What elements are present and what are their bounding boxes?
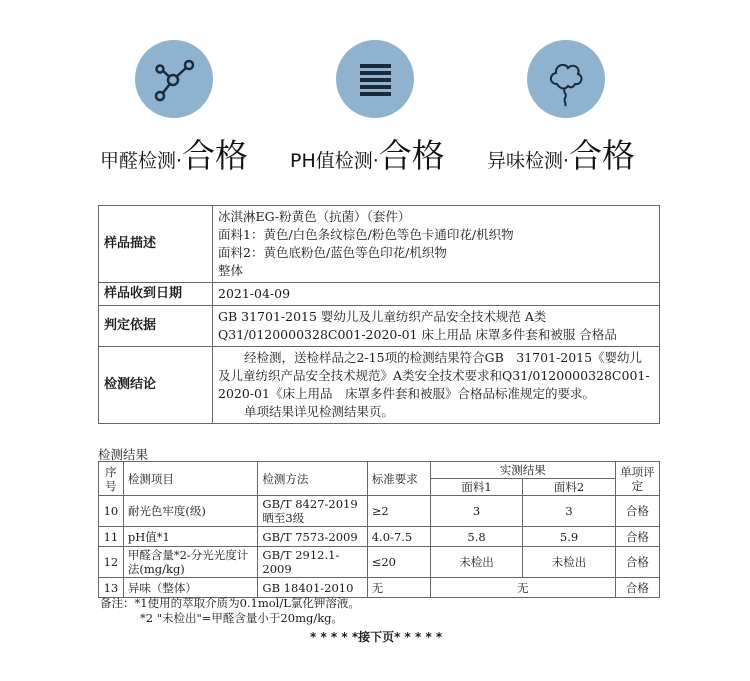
formaldehyde-result <box>100 130 248 177</box>
note-line: 备注：*1使用的萃取介质为0.1mol/L氯化钾溶液。 <box>100 596 360 610</box>
table-row <box>99 496 660 527</box>
header-fabric2: 面料2 <box>523 479 616 496</box>
sample-desc-cell <box>213 206 660 283</box>
list-lines-icon <box>336 40 414 118</box>
badge-label-big: 合格 <box>182 136 249 175</box>
header-method: 检测方法 <box>258 462 367 496</box>
row-standard: ≥2 <box>367 496 430 527</box>
conclusion-label: 检测结论 <box>99 347 213 424</box>
received-value: 2021-04-09 <box>213 283 660 306</box>
badge-label-small: 异味检测· <box>487 150 570 172</box>
sample-desc-line: 整体 <box>218 263 244 278</box>
sample-desc-label: 样品描述 <box>99 206 213 283</box>
row-no: 12 <box>99 547 124 578</box>
table-row <box>99 206 660 283</box>
row-method: GB/T 7573-2009 <box>258 527 367 547</box>
molecule-icon <box>135 40 213 118</box>
smell-result <box>487 130 635 177</box>
molecule-badge <box>135 40 213 118</box>
badge-label-big: 合格 <box>569 136 636 175</box>
row-standard: 无 <box>367 578 430 598</box>
row-method: GB/T 8427-2019 晒至3级 <box>258 496 367 527</box>
received-label: 样品收到日期 <box>99 283 213 306</box>
row-item: 耐光色牢度(级) <box>123 496 258 527</box>
row-fabric2: 未检出 <box>523 547 616 578</box>
row-verdict: 合格 <box>615 527 659 547</box>
badge-row <box>0 0 750 200</box>
header-item: 检测项目 <box>123 462 258 496</box>
sample-desc-line: 面料2：黄色底粉色/蓝色等色印花/机织物 <box>218 245 447 260</box>
header-measured: 实测结果 <box>430 462 615 479</box>
row-method: GB 18401-2010 <box>258 578 367 598</box>
basis-cell <box>213 306 660 347</box>
table-row <box>99 527 660 547</box>
report-summary-table <box>98 205 660 424</box>
row-item: pH值*1 <box>123 527 258 547</box>
row-no: 11 <box>99 527 124 547</box>
table-row <box>99 283 660 306</box>
conclusion-paragraph: 经检测，送检样品之2-15项的检测结果符合GB 31701-2015《婴幼儿及儿童纺织产品安全技术规范》A类安全技术要求和Q31/0120000328C001-2020-01《床上用品 床罩多件套和被服》合格品标准规定的要求。 <box>218 350 650 401</box>
row-fabric2: 3 <box>523 496 616 527</box>
sample-desc-line: 面料1：黄色/白色条纹棕色/粉色等色卡通印花/机织物 <box>218 227 514 242</box>
table-row <box>99 306 660 347</box>
badge-label-big: 合格 <box>378 136 445 175</box>
table-header-row <box>99 462 660 479</box>
row-fabric1: 5.8 <box>430 527 523 547</box>
smell-badge <box>527 40 605 118</box>
basis-label: 判定依据 <box>99 306 213 347</box>
conclusion-cell <box>213 347 660 424</box>
table-row <box>99 578 660 598</box>
header-fabric1: 面料1 <box>430 479 523 496</box>
table-row <box>99 547 660 578</box>
sample-desc-line: 冰淇淋EG-粉黄色（抗菌）（套件） <box>218 209 411 224</box>
notes <box>100 596 360 626</box>
row-standard: ≤20 <box>367 547 430 578</box>
row-verdict: 合格 <box>615 547 659 578</box>
row-no: 10 <box>99 496 124 527</box>
smell-cloud-icon <box>527 40 605 118</box>
conclusion-note: 单项结果详见检测结果页。 <box>244 404 395 419</box>
row-fabric2: 5.9 <box>523 527 616 547</box>
note-line: *2 "未检出"=甲醛含量小于20mg/kg。 <box>140 611 344 625</box>
row-fabric1: 3 <box>430 496 523 527</box>
row-method: GB/T 2912.1-2009 <box>258 547 367 578</box>
row-verdict: 合格 <box>615 496 659 527</box>
row-verdict: 合格 <box>615 578 659 598</box>
row-fabric1: 未检出 <box>430 547 523 578</box>
results-table <box>98 461 660 598</box>
badge-label-small: 甲醛检测· <box>100 150 183 172</box>
header-standard: 标准要求 <box>367 462 430 496</box>
results-section-title: 检测结果 <box>98 447 149 462</box>
row-measured-merged: 无 <box>430 578 615 598</box>
header-no: 序号 <box>99 462 124 496</box>
row-item: 甲醛含量*2-分光光度计法(mg/kg) <box>123 547 258 578</box>
header-verdict: 单项评定 <box>615 462 659 496</box>
ph-badge <box>336 40 414 118</box>
basis-line: Q31/0120000328C001-2020-01 床上用品 床罩多件套和被服 合格品 <box>218 327 617 342</box>
table-row <box>99 347 660 424</box>
row-item: 异味（整体） <box>123 578 258 598</box>
row-no: 13 <box>99 578 124 598</box>
continued-footer: * * * * *接下页* * * * * <box>310 630 443 644</box>
basis-line: GB 31701-2015 婴幼儿及儿童纺织产品安全技术规范 A类 <box>218 309 547 324</box>
badge-label-small: PH值检测· <box>290 150 379 172</box>
row-standard: 4.0-7.5 <box>367 527 430 547</box>
ph-result <box>290 130 445 177</box>
